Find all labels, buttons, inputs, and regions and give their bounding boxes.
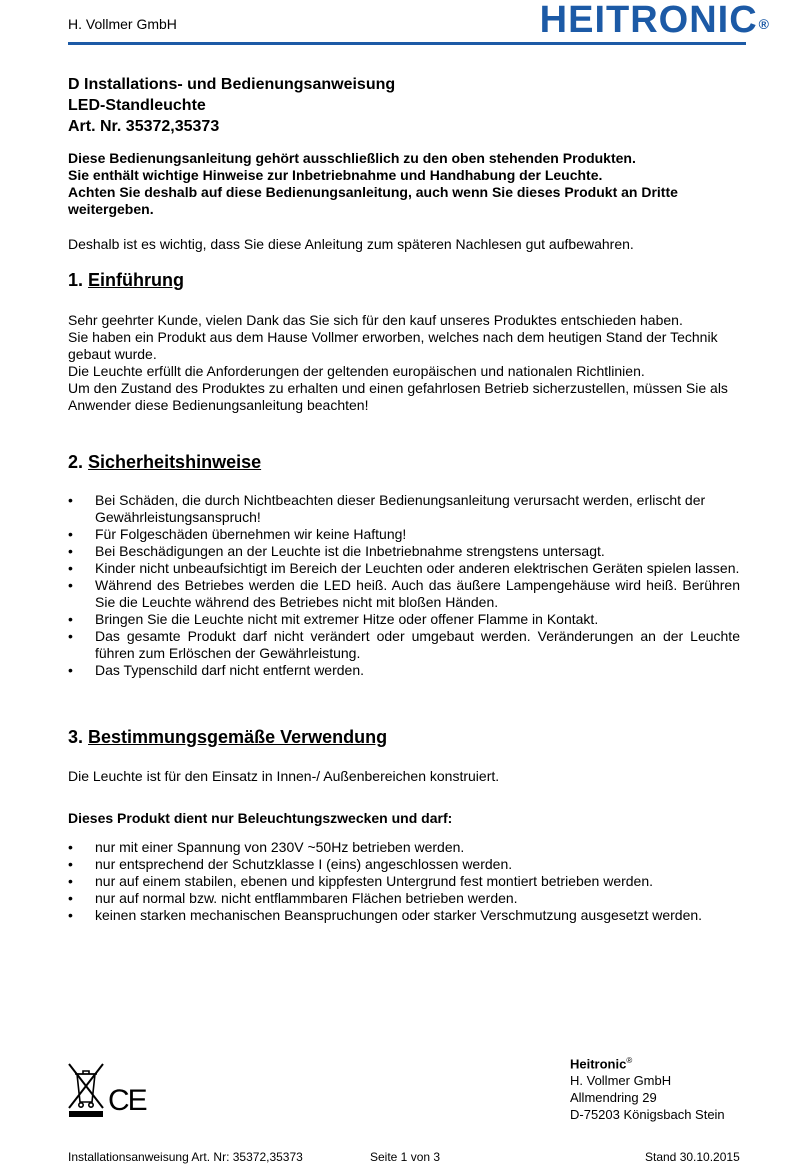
bullet-icon: • [68, 907, 73, 923]
bullet-icon: • [68, 839, 73, 855]
section-1-heading [68, 269, 184, 291]
section-3-title: Bestimmungsgemäße Verwendung [88, 727, 388, 747]
section-3-heading [68, 726, 387, 748]
title-line-1: D Installations- und Bedienungsanweisung [68, 76, 396, 93]
title-line-2: LED-Standleuchte [68, 97, 206, 114]
bullet-icon: • [68, 873, 73, 889]
bullet-icon: • [68, 611, 73, 627]
section-2-title: Sicherheitshinweise [88, 452, 262, 472]
section-3-number: 3. [68, 727, 84, 747]
title-line-3: Art. Nr. 35372,35373 [68, 118, 220, 135]
section-3-subheading: Dieses Produkt dient nur Beleuchtungszwecken und darf: [68, 810, 453, 826]
section-1-number: 1. [68, 270, 84, 290]
section-2-heading [68, 451, 261, 473]
address-brand: Heitronic [570, 1056, 627, 1072]
list-item: • Kinder nicht unbeaufsichtigt im Bereich der Leuchten oder anderen elektrischen Geräten spielen lassen. [68, 560, 740, 576]
section-1-line-4: Um den Zustand des Produktes zu erhalten und einen gefahrlosen Betrieb sicherzustellen, müssen Sie als Anwender diese Bedienungsanleitung beachten! [68, 380, 728, 413]
usage-list [68, 839, 740, 924]
list-item: • Bei Schäden, die durch Nichtbeachten dieser Bedienungsanleitung verursacht werden, erlischt der Gewährleistungsanspruch! [68, 492, 706, 525]
heitronic-logo [540, 0, 770, 40]
section-1-body [68, 312, 748, 414]
list-item: • nur entsprechend der Schutzklasse I (eins) angeschlossen werden. [68, 856, 513, 872]
document-title [68, 74, 395, 137]
bullet-icon: • [68, 560, 73, 576]
section-1-title: Einführung [88, 270, 185, 290]
list-item: • Das Typenschild darf nicht entfernt werden. [68, 662, 365, 678]
section-2-number: 2. [68, 452, 84, 472]
list-item: • keinen starken mechanischen Beanspruchungen oder starker Verschmutzung ausgesetzt werden. [68, 907, 703, 923]
bullet-icon: • [68, 856, 73, 872]
bullet-icon: • [68, 890, 73, 906]
header-company: H. Vollmer GmbH [68, 16, 177, 32]
section-1-line-1: Sehr geehrter Kunde, vielen Dank das Sie sich für den kauf unseres Produktes entschieden haben. [68, 312, 683, 328]
bullet-icon: • [68, 662, 73, 678]
section-3-intro: Die Leuchte ist für den Einsatz in Innen-/ Außenbereichen konstruiert. [68, 768, 500, 784]
section-1-line-2: Sie haben ein Produkt aus dem Hause Vollmer erworben, welches nach dem heutigen Stand der Technik gebaut wurde. [68, 329, 718, 362]
address-city: D-75203 Königsbach Stein [570, 1107, 725, 1123]
ce-mark: CE [108, 1084, 146, 1117]
list-item: • nur mit einer Spannung von 230V ~50Hz betrieben werden. [68, 839, 465, 855]
intro-notice [68, 150, 748, 218]
safety-list [68, 492, 740, 679]
weee-bin-icon [67, 1062, 105, 1118]
footer-doc-ref: Installationsanweisung Art. Nr: 35372,35373 [68, 1150, 303, 1164]
bullet-icon: • [68, 577, 73, 593]
address-company: H. Vollmer GmbH [570, 1073, 672, 1089]
bullet-icon: • [68, 543, 73, 559]
footer-date: Stand 30.10.2015 [645, 1150, 740, 1164]
logo-text: HEITRONIC [539, 0, 758, 41]
section-1-line-3: Die Leuchte erfüllt die Anforderungen der geltenden europäischen und nationalen Richtlinien. [68, 363, 645, 379]
list-item: • nur auf einem stabilen, ebenen und kippfesten Untergrund fest montiert betrieben werden. [68, 873, 654, 889]
footer-page-number: Seite 1 von 3 [370, 1150, 441, 1164]
intro-line-3: Achten Sie deshalb auf diese Bedienungsanleitung, auch wenn Sie dieses Produkt an Dritte weitergeben. [68, 184, 678, 217]
logo-registered-mark: ® [758, 16, 770, 32]
list-item: • Während des Betriebes werden die LED heiß. Auch das äußere Lampengehäuse wird heiß. Berühren Sie die Leuchte während des Betriebes nicht mit bloßen Händen. [68, 577, 740, 610]
address-street: Allmendring 29 [570, 1090, 657, 1106]
bullet-icon: • [68, 492, 73, 508]
bullet-icon: • [68, 628, 73, 644]
list-item: • nur auf normal bzw. nicht entflammbaren Flächen betrieben werden. [68, 890, 518, 906]
list-item: • Bei Beschädigungen an der Leuchte ist die Inbetriebnahme strengstens untersagt. [68, 543, 605, 559]
address-block [570, 1052, 725, 1123]
bullet-icon: • [68, 526, 73, 542]
intro-line-2: Sie enthält wichtige Hinweise zur Inbetriebnahme und Handhabung der Leuchte. [68, 167, 603, 183]
intro-line-1: Diese Bedienungsanleitung gehört ausschließlich zu den oben stehenden Produkten. [68, 150, 636, 166]
address-registered-mark: ® [626, 1056, 633, 1065]
header-rule [68, 42, 746, 45]
list-item: • Für Folgeschäden übernehmen wir keine Haftung! [68, 526, 407, 542]
keep-note: Deshalb ist es wichtig, dass Sie diese Anleitung zum späteren Nachlesen gut aufbewahren. [68, 236, 634, 252]
list-item: • Das gesamte Produkt darf nicht verändert oder umgebaut werden. Veränderungen an der Leuchte führen zum Erlöschen der Gewährleistung. [68, 628, 740, 661]
list-item: • Bringen Sie die Leuchte nicht mit extremer Hitze oder offener Flamme in Kontakt. [68, 611, 599, 627]
